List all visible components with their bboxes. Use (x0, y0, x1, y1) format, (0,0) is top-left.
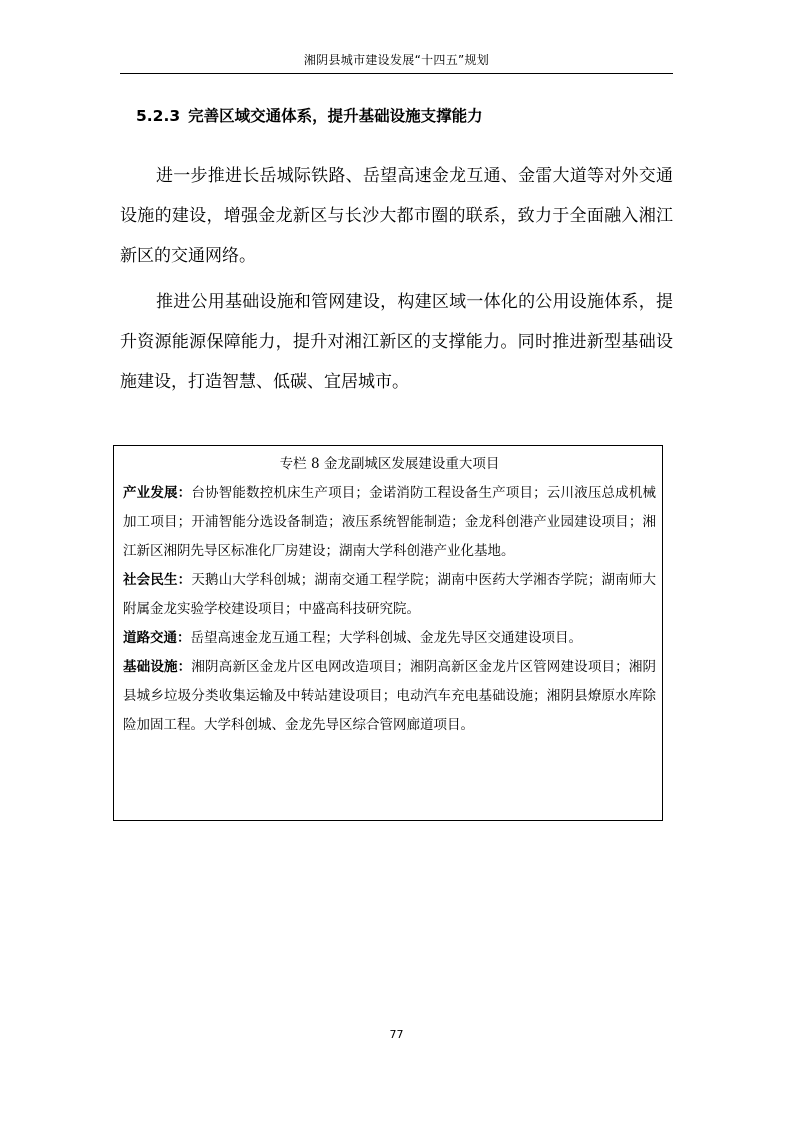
box-entry-industry (123, 479, 656, 566)
body-paragraph-2: 推进公用基础设施和管网建设，构建区域一体化的公用设施体系，提升资源能源保障能力，提升对湘江新区的支撑能力。同时推进新型基础设施建设，打造智慧、低碳、宜居城市。 (120, 292, 673, 392)
section-heading (136, 104, 676, 128)
entry-text: 岳望高速金龙互通工程；大学科创城、金龙先导区交通建设项目。 (190, 630, 582, 646)
entry-text: 湘阴高新区金龙片区电网改造项目；湘阴高新区金龙片区管网建设项目；湘阴县城乡垃圾分类收集运输及中转站建设项目；电动汽车充电基础设施；湘阴县燎原水库除险加固工程。大学科创城、金龙先导区综合管网廊道项目。 (123, 659, 657, 733)
entry-label: 道路交通： (123, 630, 191, 646)
entry-text: 天鹅山大学科创城；湖南交通工程学院；湖南中医药大学湘杏学院；湖南师大附属金龙实验学校建设项目；中盛高科技研究院。 (123, 572, 657, 617)
body-paragraph-1: 进一步推进长岳城际铁路、岳望高速金龙互通、金雷大道等对外交通设施的建设，增强金龙新区与长沙大都市圈的联系，致力于全面融入湘江新区的交通网络。 (120, 166, 673, 266)
header-divider (120, 73, 673, 74)
page-number: 77 (389, 1028, 404, 1041)
running-header: 湘阴县城市建设发展“十四五”规划 (303, 53, 490, 67)
section-title: 完善区域交通体系，提升基础设施支撑能力 (188, 107, 483, 125)
box-entry-transport (123, 624, 656, 653)
box-entry-infrastructure (123, 653, 656, 740)
entry-text: 台协智能数控机床生产项目；金诺消防工程设备生产项目；云川液压总成机械加工项目；开浦智能分选设备制造；液压系统智能制造；金龙科创港产业园建设项目；湘江新区湘阴先导区标准化厂房建设；湖南大学科创港产业化基地。 (123, 485, 657, 559)
entry-label: 产业发展： (123, 485, 192, 501)
entry-label: 基础设施： (123, 659, 192, 675)
entry-label: 社会民生： (123, 572, 192, 588)
project-column-box (113, 445, 663, 821)
box-title: 专栏 8 金龙副城区发展建设重大项目 (279, 456, 500, 472)
section-number: 5.2.3 (136, 107, 181, 125)
box-entry-livelihood (123, 566, 656, 624)
